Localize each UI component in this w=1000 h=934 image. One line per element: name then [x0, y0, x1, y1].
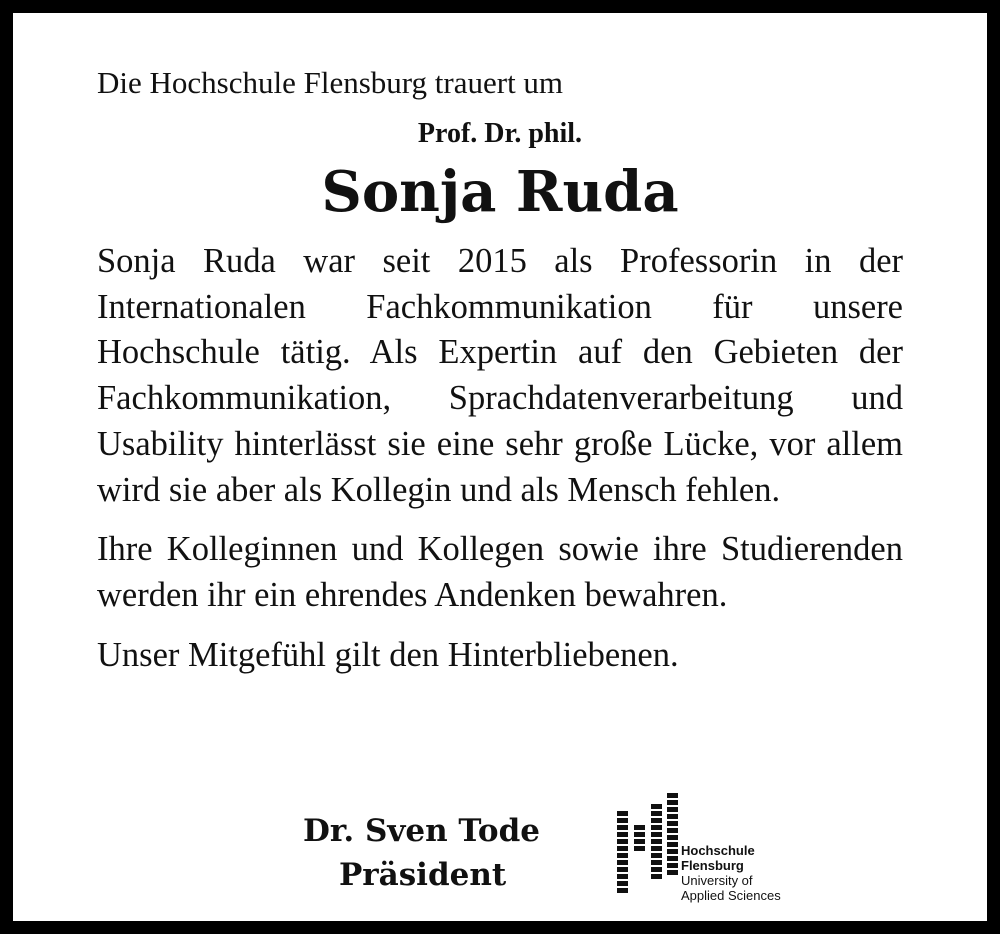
academic-title: Prof. Dr. phil.: [417, 118, 583, 149]
paragraph-career: Sonja Ruda war seit 2015 als Professorin in der Internationalen Fachkommunikation für unsere Hochschule tätig. Als Expertin auf den Gebieten der Fachkommunikation, Sprachdatenverarbeitung und Usability hinterlässt sie eine sehr große Lücke, vor allem wird sie aber als Kollegin und als Mensch fehlen.: [97, 242, 903, 509]
university-logo: [617, 793, 807, 903]
logo-bars-icon: [617, 793, 679, 897]
paragraph-condolence: Unser Mitgefühl gilt den Hinterbliebenen.: [97, 635, 679, 674]
obituary-content: [97, 63, 903, 678]
signer-role: Präsident: [339, 857, 507, 893]
logo-line-3: University of: [681, 873, 753, 888]
deceased-name: Sonja Ruda: [321, 159, 679, 225]
logo-line-1: Hochschule: [681, 843, 755, 858]
signer-name: Dr. Sven Tode: [303, 813, 540, 849]
logo-text: [681, 843, 781, 903]
logo-line-2: Flensburg: [681, 858, 744, 873]
logo-line-4: Applied Sciences: [681, 888, 781, 903]
paragraph-colleagues: Ihre Kolleginnen und Kollegen sowie ihre Studierenden werden ihr ein ehrendes Andenken bewahren.: [97, 530, 903, 614]
intro-line: Die Hochschule Flensburg trauert um: [97, 65, 564, 100]
